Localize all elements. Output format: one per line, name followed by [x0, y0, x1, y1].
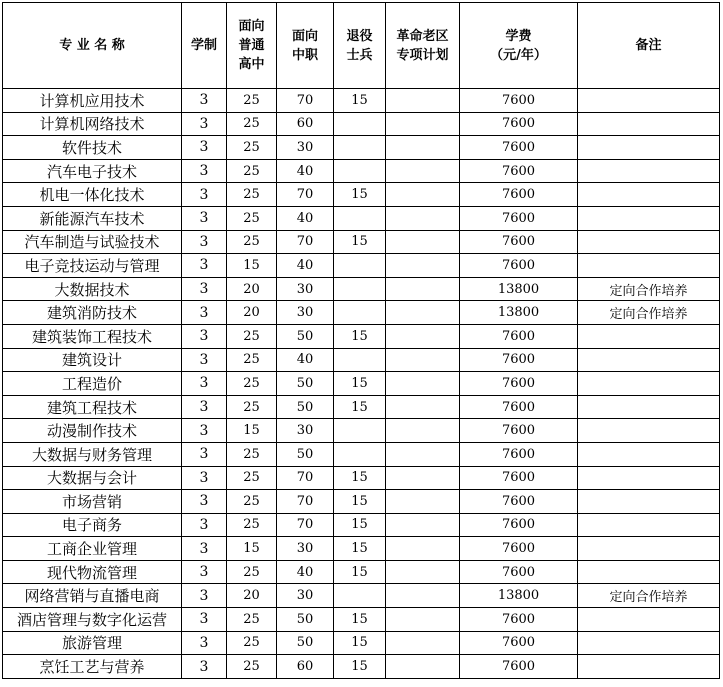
general-high-quota-cell: 25 [227, 89, 277, 113]
major-name-cell: 汽车制造与试验技术 [3, 230, 182, 254]
old-revolutionary-quota-cell [386, 537, 460, 561]
remark-cell [578, 372, 720, 396]
years-cell: 3 [182, 136, 227, 160]
remark-cell [578, 395, 720, 419]
tuition-cell: 13800 [460, 584, 578, 608]
header-years [182, 3, 227, 89]
years-cell: 3 [182, 513, 227, 537]
years-cell: 3 [182, 89, 227, 113]
old-revolutionary-quota-cell [386, 89, 460, 113]
header-line: 革命老区 [396, 28, 449, 44]
table-row [3, 608, 720, 632]
years-cell: 3 [182, 608, 227, 632]
remark-cell [578, 608, 720, 632]
header-remark [578, 3, 720, 89]
old-revolutionary-quota-cell [386, 631, 460, 655]
tuition-cell: 7600 [460, 608, 578, 632]
remark-cell [578, 230, 720, 254]
veterans-quota-cell [334, 277, 386, 301]
old-revolutionary-quota-cell [386, 560, 460, 584]
remark-cell [578, 136, 720, 160]
years-cell: 3 [182, 348, 227, 372]
table-row [3, 419, 720, 443]
major-name-cell: 现代物流管理 [3, 560, 182, 584]
vocational-quota-cell: 50 [277, 442, 334, 466]
old-revolutionary-quota-cell [386, 183, 460, 207]
old-revolutionary-quota-cell [386, 466, 460, 490]
general-high-quota-cell: 25 [227, 466, 277, 490]
general-high-quota-cell: 15 [227, 419, 277, 443]
veterans-quota-cell: 15 [334, 372, 386, 396]
general-high-quota-cell: 25 [227, 372, 277, 396]
old-revolutionary-quota-cell [386, 254, 460, 278]
major-name-cell: 汽车电子技术 [3, 159, 182, 183]
header-line: 中职 [291, 47, 318, 63]
remark-cell [578, 348, 720, 372]
header-old-revolutionary-plan [386, 3, 460, 89]
veterans-quota-cell [334, 301, 386, 325]
vocational-quota-cell: 50 [277, 631, 334, 655]
table-row [3, 584, 720, 608]
veterans-quota-cell: 15 [334, 466, 386, 490]
years-cell: 3 [182, 324, 227, 348]
general-high-quota-cell: 20 [227, 584, 277, 608]
vocational-quota-cell: 40 [277, 206, 334, 230]
veterans-quota-cell: 15 [334, 183, 386, 207]
veterans-quota-cell [334, 442, 386, 466]
remark-cell [578, 324, 720, 348]
vocational-quota-cell: 50 [277, 324, 334, 348]
remark-cell [578, 490, 720, 514]
vocational-quota-cell: 30 [277, 136, 334, 160]
table-row [3, 631, 720, 655]
table-header [3, 3, 720, 89]
vocational-quota-cell: 30 [277, 584, 334, 608]
table-row [3, 206, 720, 230]
remark-cell [578, 419, 720, 443]
table-row [3, 348, 720, 372]
major-name-cell: 建筑工程技术 [3, 395, 182, 419]
remark-cell [578, 631, 720, 655]
veterans-quota-cell [334, 206, 386, 230]
major-name-cell: 市场营销 [3, 490, 182, 514]
remark-cell [578, 537, 720, 561]
veterans-quota-cell [334, 584, 386, 608]
vocational-quota-cell: 40 [277, 560, 334, 584]
tuition-cell: 7600 [460, 89, 578, 113]
general-high-quota-cell: 25 [227, 159, 277, 183]
header-line: 士兵 [346, 47, 373, 63]
vocational-quota-cell: 30 [277, 301, 334, 325]
remark-cell: 定向合作培养 [578, 584, 720, 608]
old-revolutionary-quota-cell [386, 159, 460, 183]
tuition-cell: 7600 [460, 136, 578, 160]
major-name-cell: 电子商务 [3, 513, 182, 537]
major-name-cell: 机电一体化技术 [3, 183, 182, 207]
vocational-quota-cell: 50 [277, 372, 334, 396]
table-row [3, 442, 720, 466]
veterans-quota-cell: 15 [334, 655, 386, 679]
years-cell: 3 [182, 537, 227, 561]
major-name-cell: 大数据与会计 [3, 466, 182, 490]
old-revolutionary-quota-cell [386, 348, 460, 372]
tuition-cell: 7600 [460, 490, 578, 514]
header-line: 面向 [291, 28, 318, 44]
remark-cell [578, 89, 720, 113]
general-high-quota-cell: 15 [227, 537, 277, 561]
tuition-cell: 7600 [460, 395, 578, 419]
veterans-quota-cell [334, 419, 386, 443]
tuition-cell: 7600 [460, 324, 578, 348]
table-row [3, 277, 720, 301]
tuition-cell: 7600 [460, 254, 578, 278]
tuition-cell: 13800 [460, 301, 578, 325]
years-cell: 3 [182, 254, 227, 278]
remark-cell [578, 183, 720, 207]
tuition-cell: 7600 [460, 230, 578, 254]
general-high-quota-cell: 25 [227, 348, 277, 372]
table-row [3, 112, 720, 136]
remark-cell [578, 112, 720, 136]
major-name-cell: 工商企业管理 [3, 537, 182, 561]
years-cell: 3 [182, 631, 227, 655]
table-row [3, 395, 720, 419]
years-cell: 3 [182, 442, 227, 466]
major-name-cell: 动漫制作技术 [3, 419, 182, 443]
header-line: 专 业 名 称 [59, 38, 125, 53]
major-name-cell: 工程造价 [3, 372, 182, 396]
general-high-quota-cell: 25 [227, 395, 277, 419]
vocational-quota-cell: 70 [277, 466, 334, 490]
vocational-quota-cell: 50 [277, 395, 334, 419]
header-line: 面向 [238, 19, 265, 34]
remark-cell [578, 254, 720, 278]
old-revolutionary-quota-cell [386, 442, 460, 466]
veterans-quota-cell [334, 254, 386, 278]
table-row [3, 89, 720, 113]
years-cell: 3 [182, 655, 227, 679]
general-high-quota-cell: 25 [227, 655, 277, 679]
tuition-cell: 7600 [460, 183, 578, 207]
old-revolutionary-quota-cell [386, 372, 460, 396]
table-row [3, 301, 720, 325]
header-line: 普通 [238, 38, 265, 53]
vocational-quota-cell: 70 [277, 183, 334, 207]
veterans-quota-cell: 15 [334, 230, 386, 254]
tuition-cell: 7600 [460, 159, 578, 183]
general-high-quota-cell: 15 [227, 254, 277, 278]
remark-cell: 定向合作培养 [578, 277, 720, 301]
major-name-cell: 网络营销与直播电商 [3, 584, 182, 608]
major-name-cell: 计算机应用技术 [3, 89, 182, 113]
tuition-cell: 7600 [460, 442, 578, 466]
vocational-quota-cell: 30 [277, 419, 334, 443]
general-high-quota-cell: 25 [227, 442, 277, 466]
remark-cell: 定向合作培养 [578, 301, 720, 325]
header-tuition [460, 3, 578, 89]
general-high-quota-cell: 25 [227, 206, 277, 230]
tuition-cell: 7600 [460, 513, 578, 537]
tuition-cell: 7600 [460, 419, 578, 443]
vocational-quota-cell: 70 [277, 230, 334, 254]
remark-cell [578, 159, 720, 183]
veterans-quota-cell [334, 112, 386, 136]
vocational-quota-cell: 70 [277, 89, 334, 113]
header-line: 学制 [190, 38, 217, 53]
old-revolutionary-quota-cell [386, 419, 460, 443]
major-name-cell: 建筑设计 [3, 348, 182, 372]
general-high-quota-cell: 25 [227, 631, 277, 655]
veterans-quota-cell: 15 [334, 560, 386, 584]
header-vocational [277, 3, 334, 89]
old-revolutionary-quota-cell [386, 324, 460, 348]
vocational-quota-cell: 70 [277, 490, 334, 514]
table-row [3, 183, 720, 207]
header-row [3, 3, 720, 89]
remark-cell [578, 442, 720, 466]
years-cell: 3 [182, 206, 227, 230]
major-name-cell: 大数据技术 [3, 277, 182, 301]
vocational-quota-cell: 40 [277, 348, 334, 372]
header-line: 专项计划 [396, 47, 449, 63]
vocational-quota-cell: 60 [277, 112, 334, 136]
veterans-quota-cell: 15 [334, 631, 386, 655]
major-name-cell: 大数据与财务管理 [3, 442, 182, 466]
header-line: 学费 [505, 28, 532, 44]
major-name-cell: 旅游管理 [3, 631, 182, 655]
old-revolutionary-quota-cell [386, 655, 460, 679]
tuition-cell: 7600 [460, 537, 578, 561]
header-line: 高中 [238, 57, 265, 72]
old-revolutionary-quota-cell [386, 277, 460, 301]
vocational-quota-cell: 30 [277, 537, 334, 561]
vocational-quota-cell: 60 [277, 655, 334, 679]
years-cell: 3 [182, 230, 227, 254]
major-name-cell: 烹饪工艺与营养 [3, 655, 182, 679]
old-revolutionary-quota-cell [386, 584, 460, 608]
general-high-quota-cell: 25 [227, 560, 277, 584]
table-row [3, 159, 720, 183]
major-name-cell: 计算机网络技术 [3, 112, 182, 136]
table-row [3, 560, 720, 584]
remark-cell [578, 560, 720, 584]
general-high-quota-cell: 25 [227, 183, 277, 207]
years-cell: 3 [182, 490, 227, 514]
veterans-quota-cell [334, 348, 386, 372]
old-revolutionary-quota-cell [386, 301, 460, 325]
table-row [3, 466, 720, 490]
vocational-quota-cell: 40 [277, 254, 334, 278]
tuition-cell: 7600 [460, 372, 578, 396]
remark-cell [578, 466, 720, 490]
veterans-quota-cell: 15 [334, 537, 386, 561]
table-row [3, 537, 720, 561]
major-name-cell: 建筑装饰工程技术 [3, 324, 182, 348]
veterans-quota-cell: 15 [334, 89, 386, 113]
table-row [3, 372, 720, 396]
years-cell: 3 [182, 466, 227, 490]
general-high-quota-cell: 20 [227, 301, 277, 325]
header-line: （元/年） [490, 47, 547, 63]
years-cell: 3 [182, 159, 227, 183]
major-name-cell: 酒店管理与数字化运营 [3, 608, 182, 632]
vocational-quota-cell: 30 [277, 277, 334, 301]
general-high-quota-cell: 25 [227, 490, 277, 514]
table-row [3, 324, 720, 348]
old-revolutionary-quota-cell [386, 136, 460, 160]
tuition-cell: 7600 [460, 655, 578, 679]
table-row [3, 230, 720, 254]
header-major-name [3, 3, 182, 89]
header-veterans [334, 3, 386, 89]
vocational-quota-cell: 50 [277, 608, 334, 632]
table-row [3, 490, 720, 514]
old-revolutionary-quota-cell [386, 490, 460, 514]
major-name-cell: 建筑消防技术 [3, 301, 182, 325]
major-name-cell: 电子竞技运动与管理 [3, 254, 182, 278]
old-revolutionary-quota-cell [386, 608, 460, 632]
tuition-cell: 7600 [460, 348, 578, 372]
veterans-quota-cell: 15 [334, 608, 386, 632]
veterans-quota-cell [334, 136, 386, 160]
old-revolutionary-quota-cell [386, 395, 460, 419]
general-high-quota-cell: 25 [227, 324, 277, 348]
years-cell: 3 [182, 419, 227, 443]
years-cell: 3 [182, 277, 227, 301]
years-cell: 3 [182, 112, 227, 136]
years-cell: 3 [182, 183, 227, 207]
general-high-quota-cell: 25 [227, 136, 277, 160]
table-row [3, 655, 720, 679]
years-cell: 3 [182, 301, 227, 325]
remark-cell [578, 655, 720, 679]
general-high-quota-cell: 25 [227, 230, 277, 254]
vocational-quota-cell: 40 [277, 159, 334, 183]
old-revolutionary-quota-cell [386, 513, 460, 537]
tuition-cell: 7600 [460, 206, 578, 230]
old-revolutionary-quota-cell [386, 112, 460, 136]
remark-cell [578, 206, 720, 230]
old-revolutionary-quota-cell [386, 206, 460, 230]
veterans-quota-cell: 15 [334, 490, 386, 514]
header-line: 退役 [346, 28, 373, 44]
major-name-cell: 软件技术 [3, 136, 182, 160]
general-high-quota-cell: 25 [227, 608, 277, 632]
general-high-quota-cell: 25 [227, 112, 277, 136]
table-row [3, 254, 720, 278]
vocational-quota-cell: 70 [277, 513, 334, 537]
tuition-cell: 7600 [460, 631, 578, 655]
table-row [3, 136, 720, 160]
years-cell: 3 [182, 372, 227, 396]
remark-cell [578, 513, 720, 537]
veterans-quota-cell: 15 [334, 395, 386, 419]
header-general-high-school [227, 3, 277, 89]
general-high-quota-cell: 20 [227, 277, 277, 301]
veterans-quota-cell: 15 [334, 513, 386, 537]
major-name-cell: 新能源汽车技术 [3, 206, 182, 230]
veterans-quota-cell [334, 159, 386, 183]
old-revolutionary-quota-cell [386, 230, 460, 254]
tuition-cell: 7600 [460, 112, 578, 136]
years-cell: 3 [182, 395, 227, 419]
tuition-cell: 7600 [460, 560, 578, 584]
general-high-quota-cell: 25 [227, 513, 277, 537]
years-cell: 3 [182, 560, 227, 584]
veterans-quota-cell: 15 [334, 324, 386, 348]
tuition-cell: 7600 [460, 466, 578, 490]
header-line: 备注 [635, 38, 662, 53]
tuition-cell: 13800 [460, 277, 578, 301]
table-row [3, 513, 720, 537]
years-cell: 3 [182, 584, 227, 608]
table-body [3, 89, 720, 679]
enrollment-plan-table [2, 2, 720, 679]
